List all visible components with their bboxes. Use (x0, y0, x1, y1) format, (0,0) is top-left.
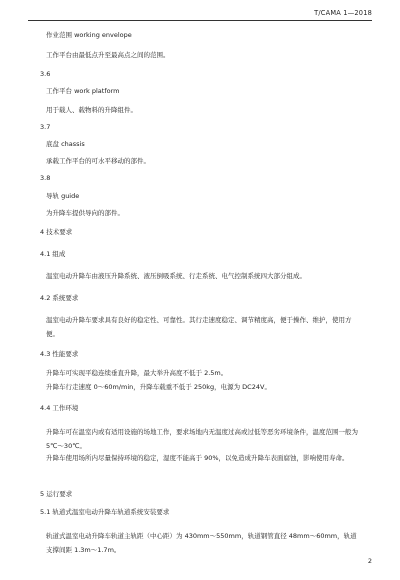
section-heading-4-3: 4.3 性能要求 (40, 350, 79, 358)
term-definition: 为升降车提供导向的部件。 (46, 209, 124, 217)
section-heading-4-2: 4.2 系统要求 (40, 294, 79, 302)
page-number: 2 (367, 557, 372, 565)
section-heading-5-1: 5.1 轨道式温室电动升降车轨道系统安装要求 (40, 508, 170, 516)
body-paragraph: 轨道式温室电动升降车轨道主轨距（中心距）为 430mm～550mm，轨道钢管直径 48mm～60mm，轨道支撑间距 1.3m～1.7m。 (46, 532, 357, 554)
body-paragraph: 升降车行走速度 0～60m/min，升降车载重不低于 250kg，电源为 DC24V。 (46, 383, 271, 391)
term-title-working-envelope: 作业范围 working envelope (46, 31, 132, 39)
term-definition: 工作平台由最低点升至最高点之间的范围。 (46, 51, 170, 59)
section-heading-5: 5 运行要求 (40, 490, 73, 498)
document-code: T/CAMA 1—2018 (314, 9, 372, 17)
section-heading-4-1: 4.1 组成 (40, 250, 66, 258)
body-paragraph: 升降车使用场所内尽量保持环境的稳定，湿度不能高于 90%，以免造成升降车表面腐蚀，影响使用寿命。 (46, 454, 349, 462)
term-definition: 用于载人、载物料的升降组件。 (46, 106, 137, 114)
body-paragraph: 升降车可在温室内或有适用设施的场地工作，要求场地内无温度过高或过低等恶劣环境条件，温度范围一般为 5℃～30℃。 (46, 428, 358, 450)
term-title-chassis: 底盘 chassis (46, 140, 85, 148)
header-divider (28, 20, 372, 21)
term-definition: 承载工作平台的可水平移动的部件。 (46, 157, 150, 165)
section-heading-4-4: 4.4 工作环境 (40, 404, 79, 412)
clause-number-3-7: 3.7 (40, 123, 51, 131)
term-title-work-platform: 工作平台 work platform (46, 87, 120, 95)
body-paragraph: 温室电动升降车要求具有良好的稳定性、可靠性。其行走速度稳定、调节精度高，便于操作、维护，使用方便。 (46, 316, 352, 338)
clause-number-3-6: 3.6 (40, 70, 51, 78)
clause-number-3-8: 3.8 (40, 174, 51, 182)
body-paragraph: 升降车可实现平稳连续垂直升降，最大举升高度不低于 2.5m。 (46, 369, 228, 377)
term-title-guide: 导轨 guide (46, 192, 80, 200)
section-heading-4: 4 技术要求 (40, 228, 73, 236)
body-paragraph: 温室电动升降车由液压升降系统、液压倒吸系统、行走系统、电气控制系统四大部分组成。 (46, 272, 306, 280)
